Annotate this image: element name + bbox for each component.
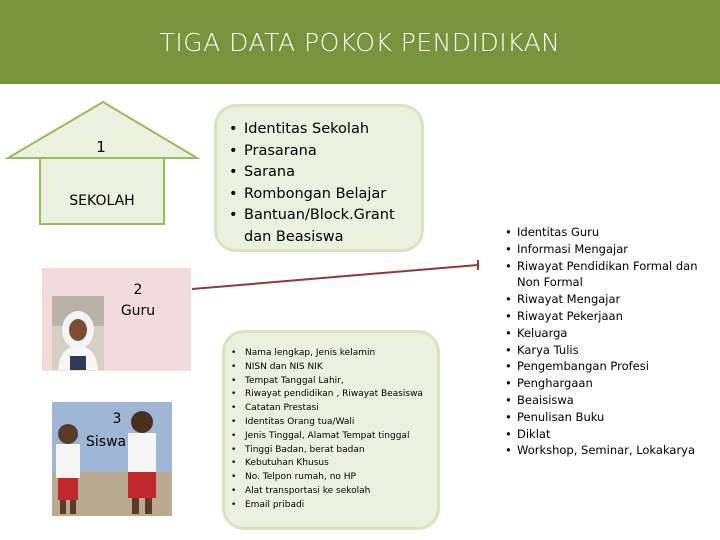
list-item: • Tempat Tanggal Lahir, <box>231 375 436 389</box>
list-item: • Riwayat pendidikan , Riwayat Beasiswa <box>231 388 436 402</box>
guru-details-panel <box>499 222 706 458</box>
sekolah-details-bubble <box>214 104 424 252</box>
list-item: • Karya Tulis <box>505 342 703 359</box>
list-item: • Identitas Sekolah <box>229 119 421 141</box>
sekolah-label: SEKOLAH <box>69 193 135 209</box>
list-item: • Sarana <box>229 162 421 184</box>
list-item: • Informasi Mengajar <box>505 241 703 258</box>
sekolah-details-list <box>229 119 421 248</box>
list-item: • Identitas Guru <box>505 224 703 241</box>
list-item: • Kebutuhan Khusus <box>231 457 436 471</box>
list-item: • Nama lengkap, Jenis kelamin <box>231 347 436 361</box>
siswa-details-list <box>231 347 436 513</box>
list-item: • Riwayat Pekerjaan <box>505 308 703 325</box>
list-item: • Pengembangan Profesi <box>505 358 703 375</box>
list-item: • Diklat <box>505 426 703 443</box>
page-title: TIGA DATA POKOK PENDIDIKAN <box>159 28 561 57</box>
siswa-label: Siswa <box>86 434 127 450</box>
guru-details-list <box>505 224 703 459</box>
title-banner <box>0 0 720 84</box>
list-item: • Rombongan Belajar <box>229 184 421 206</box>
sekolah-number: 1 <box>96 138 106 156</box>
list-item: • Beaisiswa <box>505 392 703 409</box>
list-item: • Email pribadi <box>231 499 436 513</box>
list-item: • Penghargaan <box>505 375 703 392</box>
siswa-number: 3 <box>112 411 122 427</box>
list-item: • Catatan Prestasi <box>231 402 436 416</box>
list-item: • NISN dan NIS NIK <box>231 361 436 375</box>
list-item: • Penulisan Buku <box>505 409 703 426</box>
guru-number: 2 <box>133 282 143 298</box>
sekolah-house-shape <box>0 96 210 256</box>
list-item: • Bantuan/Block.Grant dan Beasiswa <box>229 205 421 248</box>
list-item: • Keluarga <box>505 325 703 342</box>
list-item: • Prasarana <box>229 141 421 163</box>
list-item: • Identitas Orang tua/Wali <box>231 416 436 430</box>
list-item: • Jenis Tinggal, Alamat Tempat tinggal <box>231 430 436 444</box>
list-item: • Tinggi Badan, berat badan <box>231 444 436 458</box>
list-item: • Workshop, Seminar, Lokakarya <box>505 442 703 459</box>
siswa-details-bubble <box>222 330 440 530</box>
list-item: • No. Telpon rumah, no HP <box>231 471 436 485</box>
list-item: • Riwayat Mengajar <box>505 291 703 308</box>
guru-label: Guru <box>120 303 156 319</box>
list-item: • Alat transportasi ke sekolah <box>231 485 436 499</box>
guru-photo <box>52 296 104 370</box>
list-item: • Riwayat Pendidikan Formal dan Non Formal <box>505 258 703 292</box>
